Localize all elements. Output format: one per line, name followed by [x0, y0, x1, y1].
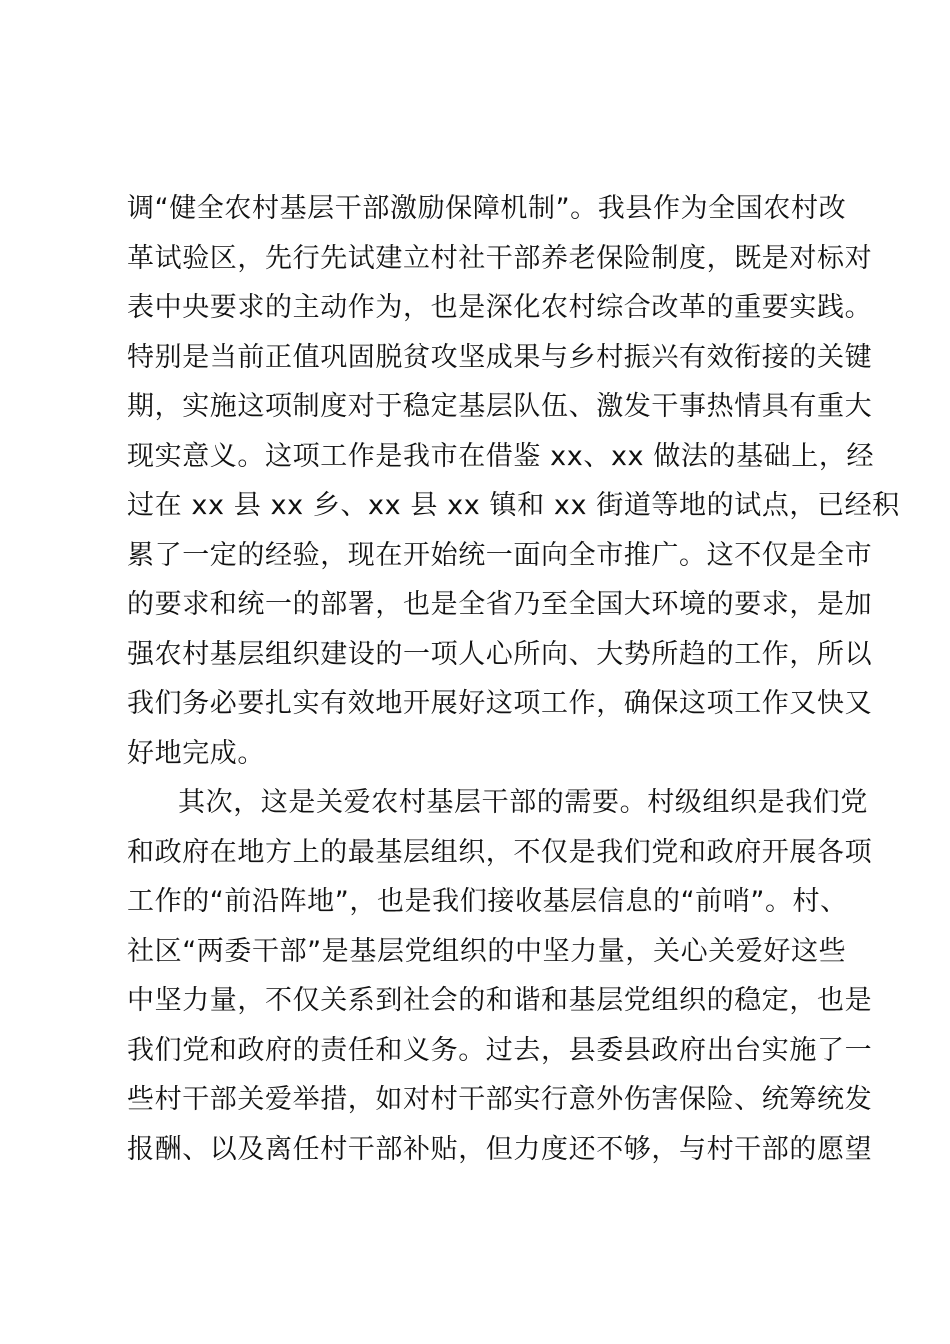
text-line: 期，实施这项制度对于稳定基层队伍、激发干事热情具有重大: [127, 391, 873, 422]
text-line: 报酬、以及离任村干部补贴，但力度还不够，与村干部的愿望: [127, 1133, 873, 1165]
text-line: 中坚力量，不仅关系到社会的和谐和基层党组织的稳定，也是: [127, 985, 873, 1016]
text-line: 社区“两委干部”是基层党组织的中坚力量，关心关爱好这些: [127, 935, 847, 967]
text-line: 的要求和统一的部署，也是全省乃至全国大环境的要求，是加: [127, 589, 873, 620]
text-line: 现实意义。这项工作是我市在借鉴 xx、xx 做法的基础上，经: [127, 440, 875, 472]
text-line: 我们务必要扎实有效地开展好这项工作，确保这项工作又快又: [127, 688, 873, 719]
text-line: 强农村基层组织建设的一项人心所向、大势所趋的工作，所以: [127, 638, 873, 670]
text-line: 和政府在地方上的最基层组织，不仅是我们党和政府开展各项: [127, 836, 873, 868]
body-text: [127, 184, 900, 1174]
text-line: 我们党和政府的责任和义务。过去，县委县政府出台实施了一: [127, 1034, 873, 1066]
text-line: 表中央要求的主动作为，也是深化农村综合改革的重要实践。: [127, 292, 873, 323]
paragraph-first-line: 其次，这是关爱农村基层干部的需要。村级组织是我们党: [178, 787, 868, 818]
text-line: 工作的“前沿阵地”，也是我们接收基层信息的“前哨”。村、: [127, 886, 848, 917]
text-line: 过在 xx 县 xx 乡、xx 县 xx 镇和 xx 街道等地的试点，已经积: [127, 490, 900, 521]
text-line: 革试验区，先行先试建立村社干部养老保险制度，既是对标对: [127, 242, 873, 274]
text-line: 好地完成。: [127, 737, 265, 769]
text-line: 些村干部关爱举措，如对村干部实行意外伤害保险、统筹统发: [127, 1084, 873, 1115]
text-line: 特别是当前正值巩固脱贫攻坚成果与乡村振兴有效衔接的关键: [127, 341, 873, 373]
text-line: 调“健全农村基层干部激励保障机制”。我县作为全国农村改: [127, 193, 847, 224]
text-line: 累了一定的经验，现在开始统一面向全市推广。这不仅是全市: [127, 539, 873, 571]
